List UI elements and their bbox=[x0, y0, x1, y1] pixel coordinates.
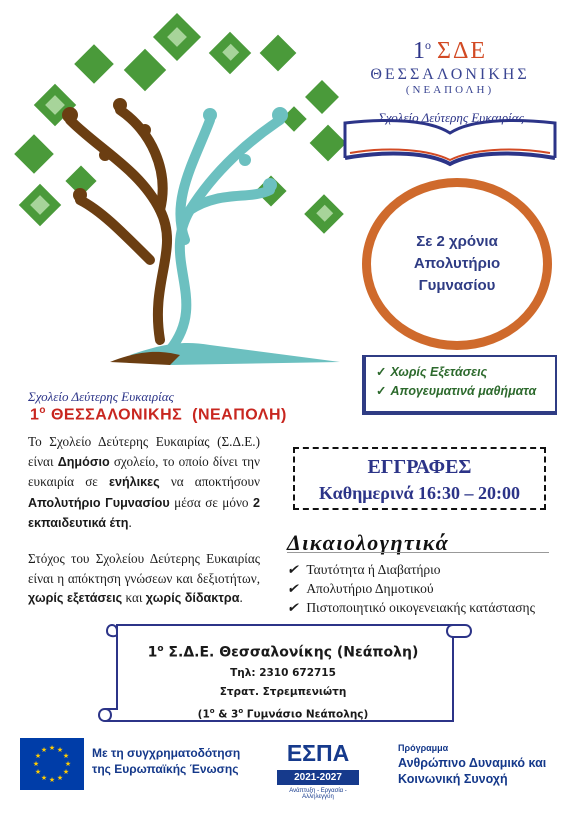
check-icon: ✓ bbox=[376, 365, 387, 379]
logo-ordinal: ο bbox=[424, 38, 431, 52]
espa-logo: ΕΣΠΑ 2021-2027 Ανάπτυξη - Εργασία - Αλληλεγγύη bbox=[275, 740, 361, 802]
svg-text:★: ★ bbox=[62, 768, 70, 776]
intro-paragraph: Το Σχολείο Δεύτερης Ευκαιρίας (Σ.Δ.Ε.) είναι Δημόσιο σχολείο, το οποίο δίνει την ευκαιρία σε ενήλικες να αποκτήσουν Απολυτήριο Γυμνασίου μέσα σε μόνο 2 εκπαιδευτικά έτη. bbox=[28, 434, 260, 530]
check-icon: ✓ bbox=[376, 384, 387, 398]
check-icon: ✔ bbox=[287, 581, 299, 596]
circle-line-3: Γυμνασίου bbox=[418, 277, 496, 294]
circle-line-1: Σε 2 χρόνια bbox=[416, 233, 498, 250]
logo-city: ΘΕΣΣΑΛΟΝΙΚΗΣ bbox=[370, 66, 530, 83]
check-icon: ✔ bbox=[287, 562, 299, 577]
title-number: 1 bbox=[30, 406, 40, 424]
duration-circle bbox=[362, 178, 552, 350]
documents-title: Δικαιολογητικά bbox=[287, 530, 450, 555]
logo-area: (ΝΕΑΠΟΛΗ) bbox=[405, 84, 495, 96]
svg-text:★: ★ bbox=[32, 760, 40, 768]
documents-divider bbox=[287, 552, 549, 553]
contact-schools: ($1^o$ & $3^o$ Γυμνάσιο Νεάπολης) bbox=[197, 706, 369, 721]
svg-text:★: ★ bbox=[48, 744, 56, 752]
logo-title bbox=[340, 38, 560, 65]
documents-list bbox=[287, 560, 535, 617]
svg-text:★: ★ bbox=[40, 774, 48, 782]
registration-heading: ΕΓΓΡΑΦΕΣ bbox=[367, 456, 472, 478]
feature-label: Χωρίς Εξετάσεις bbox=[390, 365, 488, 379]
school-subtitle: Σχολείο Δεύτερης Ευκαιρίας bbox=[28, 389, 174, 404]
eu-cofunding-text: Με τη συγχρηματοδότηση της Ευρωπαϊκής Ένωσης bbox=[92, 746, 241, 776]
svg-text:★: ★ bbox=[48, 776, 56, 784]
svg-text:★: ★ bbox=[34, 752, 42, 760]
contact-name: $1^o$ Σ.Δ.Ε. Θεσσαλονίκης (Νεάπολη) bbox=[147, 644, 419, 661]
document-item: ✔ Ταυτότητα ή Διαβατήριο bbox=[287, 562, 441, 577]
title-ordinal: ο bbox=[39, 405, 47, 416]
contact-street: Στρατ. Στρεμπενιώτη bbox=[219, 685, 347, 698]
svg-text:★: ★ bbox=[40, 746, 48, 754]
document-item: ✔ Απολυτήριο Δημοτικού bbox=[287, 581, 434, 596]
open-book-icon bbox=[340, 98, 560, 168]
registration-box bbox=[293, 447, 546, 510]
school-title bbox=[30, 405, 287, 424]
check-icon: ✔ bbox=[287, 600, 299, 615]
svg-text:★: ★ bbox=[62, 752, 70, 760]
svg-text:★: ★ bbox=[56, 774, 64, 782]
school-logo bbox=[340, 38, 560, 168]
logo-school-name: Σχολείο Δεύτερης Ευκαιρίας bbox=[378, 110, 524, 125]
title-rest: ΘΕΣΣΑΛΟΝΙΚΗΣ (ΝΕΑΠΟΛΗ) bbox=[46, 406, 287, 424]
feature-item bbox=[376, 382, 555, 401]
logo-number: 1 bbox=[412, 38, 425, 64]
registration-hours: Καθημερινά 16:30 – 20:00 bbox=[318, 483, 520, 503]
circle-line-2: Απολυτήριο bbox=[413, 255, 501, 272]
logo-abbr: ΣΔΕ bbox=[436, 38, 488, 64]
features-box bbox=[362, 355, 557, 415]
feature-label: Απογευματινά μαθήματα bbox=[390, 384, 537, 398]
document-item: ✔ Πιστοποιητικό οικογενειακής κατάστασης bbox=[287, 600, 535, 615]
contact-phone: Τηλ: 2310 672715 bbox=[230, 666, 336, 679]
feature-item bbox=[376, 363, 555, 382]
goal-paragraph: Στόχος του Σχολείου Δεύτερης Ευκαιρίας είναι η απόκτηση γνώσεων και δεξιοτήτων, χωρίς εξετάσεις και χωρίς δίδακτρα. bbox=[28, 551, 260, 605]
eu-flag-icon bbox=[20, 738, 84, 790]
contact-info bbox=[118, 638, 448, 724]
svg-text:★: ★ bbox=[56, 746, 64, 754]
svg-text:★: ★ bbox=[64, 760, 72, 768]
programme-logo: Πρόγραμμα Ανθρώπινο Δυναμικό και Κοινωνική Συνοχή bbox=[398, 743, 547, 786]
tree-illustration bbox=[10, 10, 355, 390]
svg-text:★: ★ bbox=[34, 768, 42, 776]
